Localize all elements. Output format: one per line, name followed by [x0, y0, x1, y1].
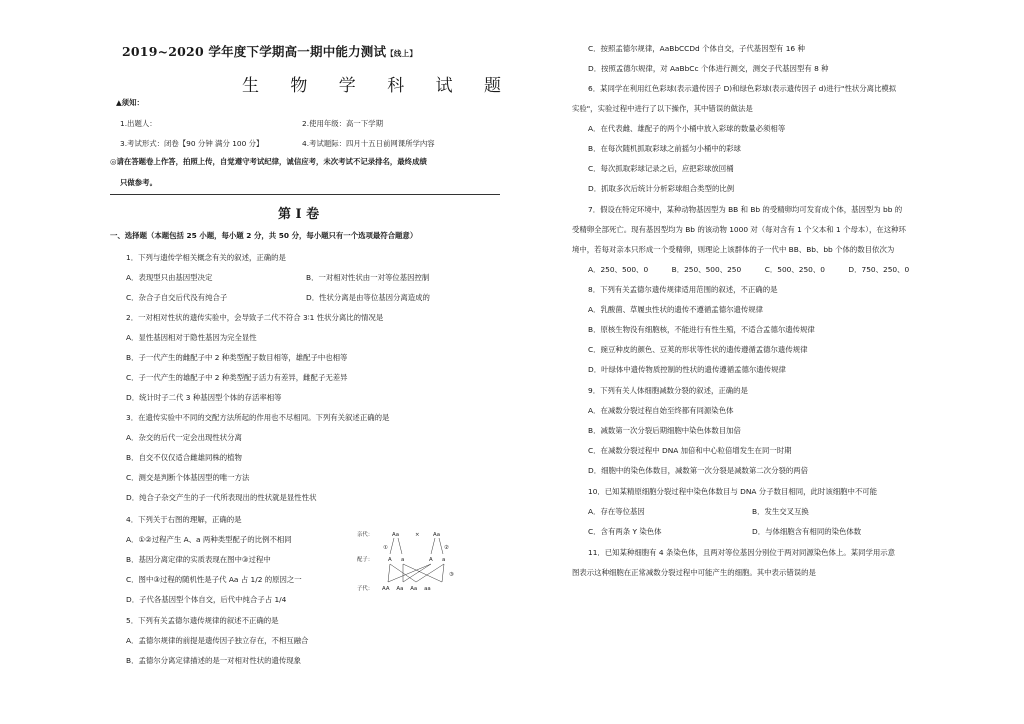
diagram-parent-2: Aa: [433, 532, 440, 538]
question-line: 5．下列有关孟德尔遗传规律的叙述不正确的是: [126, 616, 279, 625]
option-line: A．存在等位基因: [588, 507, 645, 516]
section-instruction: 一、选择题（本题包括 25 小题，每小题 2 分，共 50 分，每小题只有一个选项最符合题意）: [110, 231, 418, 240]
diagram-gamete-1: A: [388, 557, 392, 563]
question-line: 11．已知某种细胞有 4 条染色体，且两对等位基因分别位于两对同源染色体上。某同学用示意: [588, 548, 896, 557]
question-line-cont: 图表示这种细胞在正常减数分裂过程中可能产生的细胞。其中表示错误的是: [572, 568, 816, 577]
option-line: A．孟德尔规律的前提是遗传因子独立存在，不相互融合: [126, 636, 309, 645]
option-line: C．每次抓取彩球记录之后，应把彩球放回桶: [588, 164, 734, 173]
option-line: A．乳酸菌、草履虫性状的遗传不遵循孟德尔遗传规律: [588, 305, 764, 314]
notice-rules-cont: 只做参考。: [120, 178, 157, 187]
option-line: A．在减数分裂过程自始至终都有同源染色体: [588, 406, 734, 415]
diagram-step-1: ①: [383, 545, 388, 551]
diagram-step-3: ③: [449, 572, 454, 578]
notice-author: 1.出题人：: [120, 119, 157, 128]
diagram-parent-1: Aa: [392, 532, 399, 538]
notice-scope: 4.考试题际：四月十五日前网课所学内容: [302, 139, 435, 148]
option-line: A．在代表雌、雄配子的两个小桶中放入彩球的数量必须相等: [588, 124, 786, 133]
option-line: C．测交是判断个体基因型的唯一方法: [126, 473, 250, 482]
subject-title: 生 物 学 科 试 题: [242, 76, 515, 96]
question-line-cont: 境中，若每对亲本只形成一个受精卵，则理论上该群体的子一代中 BB、Bb、bb 个体的数目依次为: [572, 245, 895, 254]
option-line: A．250、500、0 B．250、500、250 C．500、250、0 D．750、250、0: [588, 265, 910, 274]
option-line: D．性状分离是由等位基因分离造成的: [306, 293, 430, 302]
notice-rules: ◎请在答题卷上作答，拍照上传，自觉遵守考试纪律，诚信应考，未次考试不记录排名，最终成绩: [110, 157, 427, 166]
diagram-gamete-4: a: [442, 557, 446, 563]
diagram-gamete-2: a: [401, 557, 405, 563]
question-line: 2．一对相对性状的遗传实验中，会导致子二代不符合 3∶1 性状分离比的情况是: [126, 313, 384, 322]
option-line: D．纯合子杂交产生的子一代所表现出的性状就是显性性状: [126, 493, 317, 502]
notice-heading: ▲须知：: [116, 98, 144, 107]
option-line: B．自交不仅仅适合雌雄同株的植物: [126, 453, 242, 462]
option-line: B．孟德尔分离定律描述的是一对相对性状的遗传现象: [126, 656, 302, 665]
question-line: 1．下列与遗传学相关概念有关的叙述，正确的是: [126, 253, 286, 262]
question-line: 9．下列有关人体细胞减数分裂的叙述，正确的是: [588, 386, 748, 395]
diagram-parent-label: 亲代：: [357, 532, 374, 538]
header-divider: [110, 194, 500, 195]
diagram-gamete-label: 配子：: [357, 557, 374, 563]
genetic-cross-diagram: [356, 528, 458, 594]
diagram-step-2: ②: [444, 545, 449, 551]
option-line: D．叶绿体中遗传物质控制的性状的遗传遵循孟德尔遗传规律: [588, 365, 786, 374]
diagram-gamete-3: A: [429, 557, 433, 563]
option-line: D．按照孟德尔规律，对 AaBbCc 个体进行测交，测交子代基因型有 8 种: [588, 64, 829, 73]
diagram-offspring-label: 子代：: [357, 586, 374, 592]
question-line: 4．下列关于右图的理解，正确的是: [126, 515, 242, 524]
option-line: C．豌豆种皮的颜色、豆荚的形状等性状的遗传遵循孟德尔遗传规律: [588, 345, 808, 354]
option-line: A．①②过程产生 A、a 两种类型配子的比例不相同: [126, 535, 292, 544]
option-line: B．减数第一次分裂后期细胞中染色体数目加倍: [588, 426, 741, 435]
option-line: A．杂交的后代一定会出现性状分离: [126, 433, 242, 442]
option-line: D．与体细胞含有相同的染色体数: [752, 527, 862, 536]
section-title: 第 I 卷: [278, 207, 320, 222]
option-line: A．显性基因相对于隐性基因为完全显性: [126, 333, 257, 342]
option-line: D．抓取多次后统计分析彩球组合类型的比例: [588, 184, 735, 193]
option-line: B．在每次随机抓取彩球之前摇匀小桶中的彩球: [588, 144, 741, 153]
question-line: 8．下列有关孟德尔遗传规律适用范围的叙述，不正确的是: [588, 285, 778, 294]
option-line: C．杂合子自交后代没有纯合子: [126, 293, 228, 302]
notice-grade: 2.使用年级：高一下学期: [302, 119, 383, 128]
option-line: D．子代各基因型个体自交，后代中纯合子占 1/4: [126, 595, 287, 604]
option-line: A．表现型只由基因型决定: [126, 273, 213, 282]
cross-diagram-svg: [356, 528, 458, 594]
option-line: B．发生交叉互换: [752, 507, 809, 516]
diagram-cross-sign: ×: [415, 532, 420, 538]
option-line: B．子一代产生的雌配子中 2 种类型配子数目相等，雄配子中也相等: [126, 353, 348, 362]
option-line: C．含有两条 Y 染色体: [588, 527, 662, 536]
question-line-cont: 受精卵全部死亡。现有基因型均为 Bb 的该动物 1000 对（每对含有 1 个父本和 1 个母本），在这种环: [572, 225, 906, 234]
question-line: 7．假设在特定环境中，某种动物基因型为 BB 和 Bb 的受精卵均可发育成个体，基因型为 bb 的: [588, 205, 903, 214]
option-line: C．子一代产生的雄配子中 2 种类型配子活力有差异，雌配子无差异: [126, 373, 348, 382]
question-line: 6．某同学在利用红色彩球(表示遗传因子 D)和绿色彩球(表示遗传因子 d)进行"性状分离比模拟: [588, 84, 897, 93]
exam-title-tag: 【线上】: [386, 49, 418, 58]
option-line: C．图中③过程的随机性是子代 Aa 占 1/2 的原因之一: [126, 575, 302, 584]
option-line: B．原核生物没有细胞核，不能进行有性生殖，不适合孟德尔遗传规律: [588, 325, 815, 334]
diagram-offspring: AA Aa Aa aa: [382, 586, 431, 592]
option-line: C．按照孟德尔规律，AaBbCCDd 个体自交，子代基因型有 16 种: [588, 44, 805, 53]
option-line: B．一对相对性状由一对等位基因控制: [306, 273, 430, 282]
question-line: 10．已知某精原细胞分裂过程中染色体数目与 DNA 分子数目相同，此时该细胞中不可能: [588, 487, 878, 496]
option-line: B．基因分离定律的实质表现在图中③过程中: [126, 555, 271, 564]
notice-format: 3.考试形式：闭卷【90 分钟 满分 100 分】: [120, 139, 264, 148]
question-line-cont: 实验"，实验过程中进行了以下操作，其中错误的做法是: [572, 104, 753, 113]
option-line: D．细胞中的染色体数目，减数第一次分裂是减数第二次分裂的两倍: [588, 466, 809, 475]
exam-title: 2019~2020 学年度下学期高一期中能力测试【线上】: [122, 44, 418, 59]
option-line: C．在减数分裂过程中 DNA 加倍和中心粒倍增发生在同一时期: [588, 446, 792, 455]
option-line: D．统计时子二代 3 种基因型个体的存活率相等: [126, 393, 282, 402]
question-line: 3．在遗传实验中不同的交配方法所起的作用也不尽相同。下列有关叙述正确的是: [126, 413, 390, 422]
